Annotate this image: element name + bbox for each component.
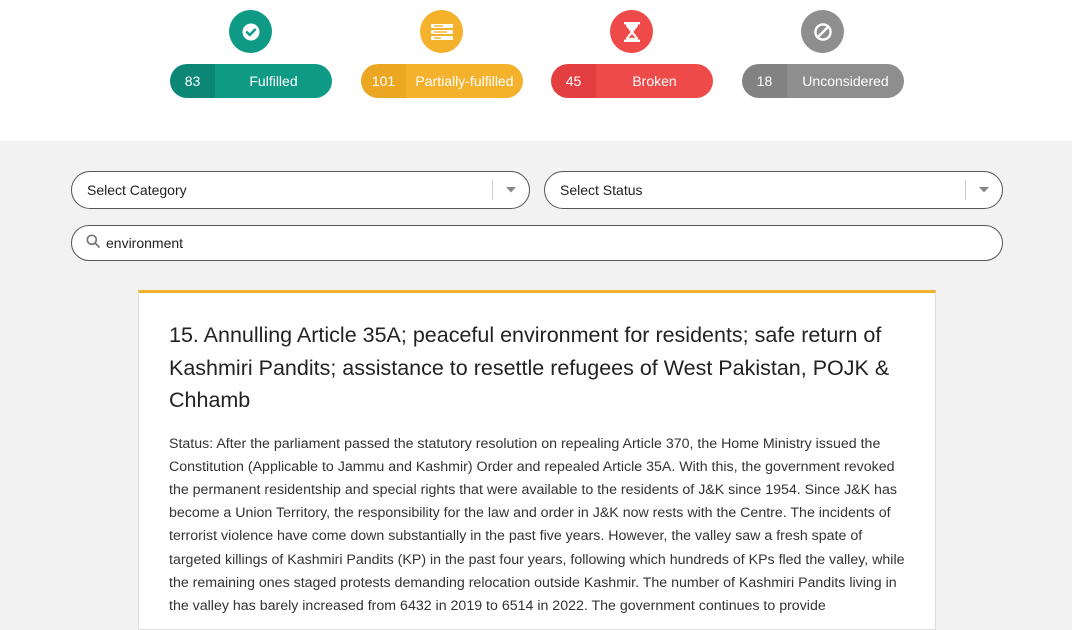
promise-title: 15. Annulling Article 35A; peaceful environment for residents; safe return of Kashmiri Pandits; assistance to resettle refugees of West Pakistan, POJK & Chhamb [169, 323, 890, 412]
list-icon [420, 10, 463, 53]
broken-label: Broken [596, 64, 713, 98]
broken-count: 45 [551, 64, 596, 98]
broken-pill[interactable] [551, 64, 713, 98]
search-icon [86, 234, 100, 253]
check-circle-icon [229, 10, 272, 53]
fulfilled-count: 83 [170, 64, 215, 98]
unconsidered-pill[interactable] [742, 64, 904, 98]
status-select-value: Select Status [560, 182, 643, 198]
partially-fulfilled-count: 101 [361, 64, 406, 98]
unconsidered-label: Unconsidered [787, 64, 904, 98]
ban-icon [801, 10, 844, 53]
category-select[interactable] [71, 171, 530, 209]
chevron-down-icon[interactable] [493, 187, 529, 193]
status-select[interactable] [544, 171, 1003, 209]
fulfilled-pill[interactable] [170, 64, 332, 98]
partially-fulfilled-pill[interactable] [361, 64, 523, 98]
promise-status-text: Status: After the parliament passed the statutory resolution on repealing Article 370, the Home Ministry issued the Constitution (Applicable to Jammu and Kashmir) Order and repealed Article 35A. With this, the government revoked the permanent residentship and special rights that were available to the residents of J&K since 1954. Since J&K has become a Union Territory, the responsibility for the law and order in J&K now rests with the Centre. The incidents of terrorist violence have come down substantially in the past five years. However, the valley saw a fresh spate of targeted killings of Kashmiri Pandits (KP) in the past four years, following which hundreds of KPs fled the valley, while the remaining ones staged protests demanding relocation outside Kashmir. The number of Kashmiri Pandits living in the valley has barely increased from 6432 in 2019 to 6514 in 2022. The government continues to provide [169, 435, 905, 614]
chevron-down-icon[interactable] [966, 187, 1002, 193]
search-box[interactable] [71, 225, 1003, 261]
unconsidered-count: 18 [742, 64, 787, 98]
partially-fulfilled-label: Partially-fulfilled [406, 64, 523, 98]
hourglass-icon [610, 10, 653, 53]
category-select-value: Select Category [87, 182, 187, 198]
search-input[interactable] [106, 235, 986, 251]
status-summary-bar [0, 0, 1072, 141]
fulfilled-label: Fulfilled [215, 64, 332, 98]
promise-card [138, 290, 936, 630]
